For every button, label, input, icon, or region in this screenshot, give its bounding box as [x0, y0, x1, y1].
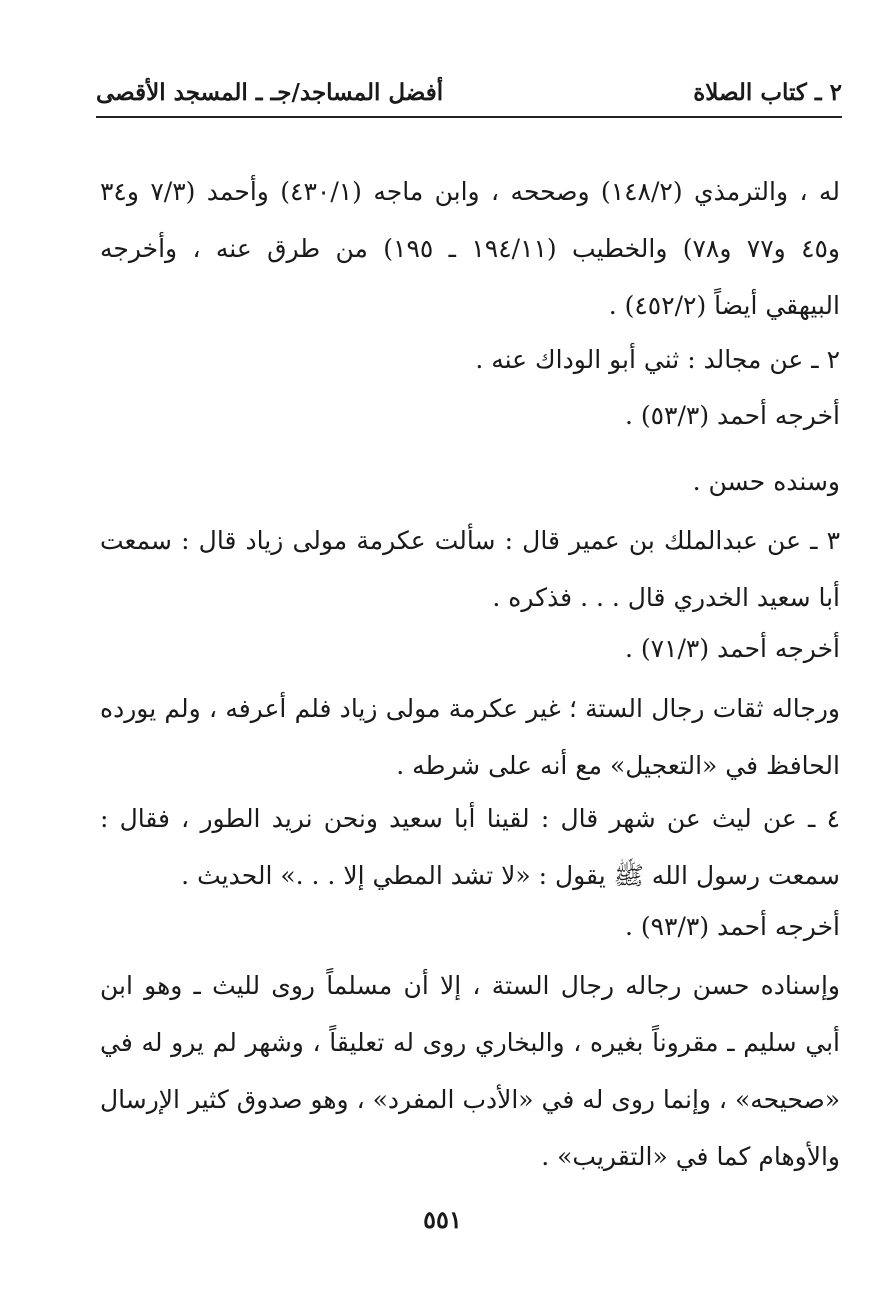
- header-chapter: ٢ ـ كتاب الصلاة: [693, 78, 842, 106]
- paragraph-6: أخرجه أحمد (٧١/٣) .: [624, 634, 840, 663]
- paragraph-7: ورجاله ثقات رجال الستة ؛ غير عكرمة مولى زياد فلم أعرفه ، ولم يورده الحافظ في «التعجيل» مع أنه على شرطه .: [100, 694, 840, 780]
- paragraph-3: أخرجه أحمد (٥٣/٣) .: [624, 401, 840, 430]
- header-divider: [96, 116, 842, 118]
- paragraph-10: وإسناده حسن رجاله رجال الستة ، إلا أن مسلماً روى لليث ـ وهو ابن أبي سليم ـ مقروناً بغيره ، والبخاري روى له تعليقاً ، وشهر لم يرو له في «صحيحه» ، وإنما روى له في «الأدب المفرد» ، وهو صدوق كثير الإرسال والأوهام كما في «التقريب» .: [100, 971, 840, 1171]
- header-section: أفضل المساجد/جـ ـ المسجد الأقصى: [96, 78, 444, 106]
- paragraph-2: ٢ ـ عن مجالد : ثني أبو الوداك عنه .: [475, 345, 840, 374]
- paragraph-9: أخرجه أحمد (٩٣/٣) .: [624, 912, 840, 941]
- paragraph-8: ٤ ـ عن ليث عن شهر قال : لقينا أبا سعيد ونحن نريد الطور ، فقال : سمعت رسول الله ﷺ يقول : «لا تشد المطي إلا . . .» الحديث .: [100, 804, 840, 890]
- running-header: [96, 72, 842, 112]
- paragraph-5: ٣ ـ عن عبدالملك بن عمير قال : سألت عكرمة مولى زياد قال : سمعت أبا سعيد الخدري قال . . . فذكره .: [100, 526, 840, 612]
- page-number: ٥٥١: [423, 1205, 462, 1234]
- paragraph-4: وسنده حسن .: [692, 467, 840, 496]
- paragraph-1: له ، والترمذي (١٤٨/٢) وصححه ، وابن ماجه (٤٣٠/١) وأحمد (٧/٣ و٣٤ و٤٥ و٧٧ و٧٨) والخطيب (١٩٤/١١ ـ ١٩٥) من طرق عنه ، وأخرجه البيهقي أيضاً (٤٥٢/٢) .: [100, 177, 840, 320]
